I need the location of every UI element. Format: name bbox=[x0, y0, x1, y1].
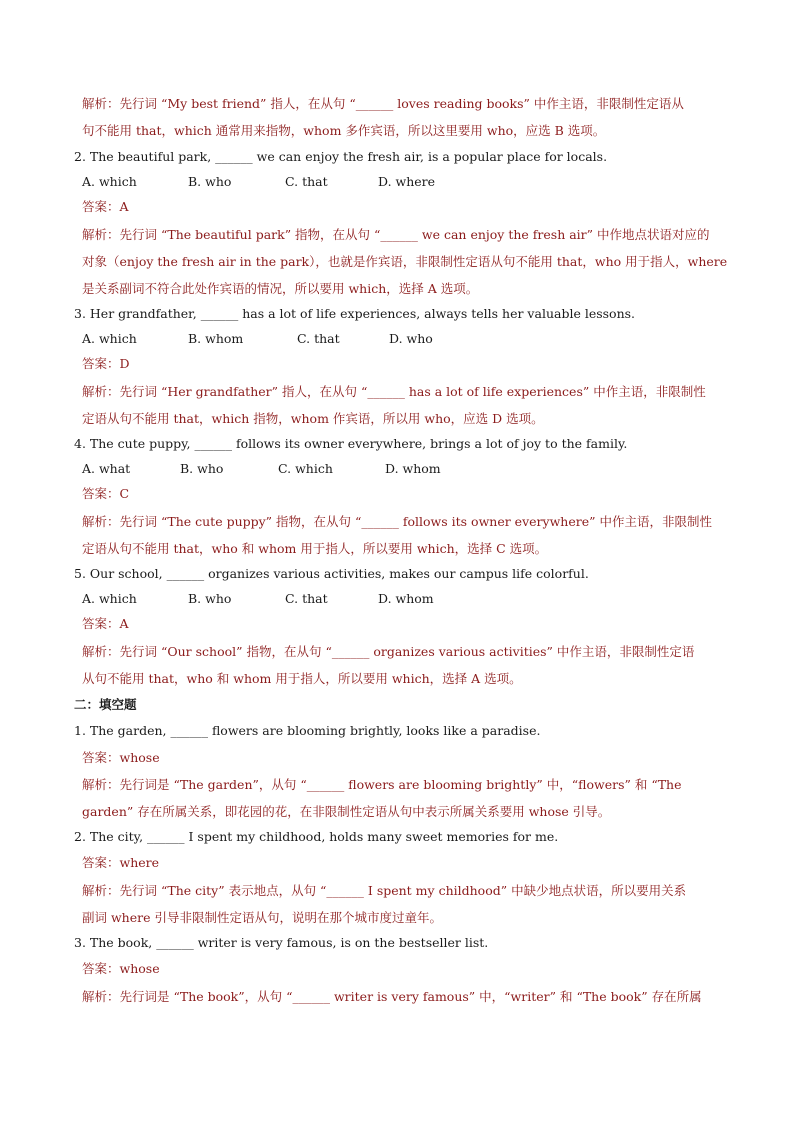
q5-option-c: C. that bbox=[285, 591, 328, 606]
q2-option-a: A. which bbox=[82, 174, 137, 189]
q4-option-a: A. what bbox=[82, 461, 131, 476]
q4-explanation-line-2: 定语从句不能用 that，who 和 whom 用于指人，所以要用 which，选择 C 选项。 bbox=[82, 541, 548, 556]
q1-explanation-line-1: 解析：先行词 “My best friend” 指人，在从句 “______ loves reading books” 中作主语，非限制性定语从 bbox=[82, 96, 684, 111]
q4-option-c: C. which bbox=[278, 461, 333, 476]
fill1-answer: 答案：whose bbox=[82, 750, 160, 765]
fill2-question: 2. The city, ______ I spent my childhood, holds many sweet memories for me. bbox=[74, 829, 559, 844]
q5-option-b: B. who bbox=[188, 591, 232, 606]
q2-explanation-line-1: 解析：先行词 “The beautiful park” 指物，在从句 “______ we can enjoy the fresh air” 中作地点状语对应的 bbox=[82, 227, 710, 242]
fill2-explanation-line-2: 副词 where 引导非限制性定语从句，说明在那个城市度过童年。 bbox=[82, 910, 442, 925]
q5-option-d: D. whom bbox=[378, 591, 434, 606]
q3-explanation-line-1: 解析：先行词 “Her grandfather” 指人，在从句 “______ has a lot of life experiences” 中作主语，非限制性 bbox=[82, 384, 706, 399]
q4-option-b: B. who bbox=[180, 461, 224, 476]
q3-option-d: D. who bbox=[389, 331, 433, 346]
q5-answer: 答案：A bbox=[82, 616, 129, 631]
fill3-explanation-line-1: 解析：先行词是 “The book”，从句 “______ writer is very famous” 中，“writer” 和 “The book” 存在所属 bbox=[82, 989, 702, 1004]
q1-explanation-line-2: 句不能用 that，which 通常用来指物，whom 多作宾语，所以这里要用 who，应选 B 选项。 bbox=[82, 123, 606, 138]
q5-explanation-line-2: 从句不能用 that，who 和 whom 用于指人，所以要用 which，选择 A 选项。 bbox=[82, 671, 522, 686]
q3-question: 3. Her grandfather, ______ has a lot of life experiences, always tells her valuable lessons. bbox=[74, 306, 636, 321]
q4-answer: 答案：C bbox=[82, 486, 130, 501]
fill3-answer: 答案：whose bbox=[82, 961, 160, 976]
q2-answer: 答案：A bbox=[82, 199, 129, 214]
q3-explanation-line-2: 定语从句不能用 that，which 指物，whom 作宾语，所以用 who，应选 D 选项。 bbox=[82, 411, 544, 426]
q5-explanation-line-1: 解析：先行词 “Our school” 指物，在从句 “______ organizes various activities” 中作主语，非限制性定语 bbox=[82, 644, 695, 659]
q3-option-c: C. that bbox=[297, 331, 340, 346]
q5-question: 5. Our school, ______ organizes various activities, makes our campus life colorful. bbox=[74, 566, 589, 581]
section-heading-fill-in: 二：填空题 bbox=[74, 697, 137, 712]
q4-question: 4. The cute puppy, ______ follows its owner everywhere, brings a lot of joy to the family. bbox=[74, 436, 628, 451]
q2-explanation-line-2: 对象（enjoy the fresh air in the park），也就是作宾语，非限制性定语从句不能用 that，who 用于指人，where bbox=[82, 254, 728, 269]
fill1-explanation-line-1: 解析：先行词是 “The garden”，从句 “______ flowers are blooming brightly” 中，“flowers” 和 “The bbox=[82, 777, 682, 792]
fill3-question: 3. The book, ______ writer is very famous, is on the bestseller list. bbox=[74, 935, 489, 950]
q3-answer: 答案：D bbox=[82, 356, 130, 371]
q3-option-b: B. whom bbox=[188, 331, 244, 346]
q4-option-d: D. whom bbox=[385, 461, 441, 476]
fill2-explanation-line-1: 解析：先行词 “The city” 表示地点，从句 “______ I spent my childhood” 中缺少地点状语，所以要用关系 bbox=[82, 883, 687, 898]
fill1-explanation-line-2: garden” 存在所属关系，即花园的花，在非限制性定语从句中表示所属关系要用 whose 引导。 bbox=[82, 804, 611, 819]
q2-option-c: C. that bbox=[285, 174, 328, 189]
fill2-answer: 答案：where bbox=[82, 855, 160, 870]
fill1-question: 1. The garden, ______ flowers are blooming brightly, looks like a paradise. bbox=[74, 723, 541, 738]
q3-option-a: A. which bbox=[82, 331, 137, 346]
q4-explanation-line-1: 解析：先行词 “The cute puppy” 指物，在从句 “______ follows its owner everywhere” 中作主语，非限制性 bbox=[82, 514, 712, 529]
q5-option-a: A. which bbox=[82, 591, 137, 606]
q2-option-b: B. who bbox=[188, 174, 232, 189]
q2-explanation-line-3: 是关系副词不符合此处作宾语的情况，所以要用 which，选择 A 选项。 bbox=[82, 281, 479, 296]
q2-option-d: D. where bbox=[378, 174, 436, 189]
q2-question: 2. The beautiful park, ______ we can enjoy the fresh air, is a popular place for locals. bbox=[74, 149, 608, 164]
